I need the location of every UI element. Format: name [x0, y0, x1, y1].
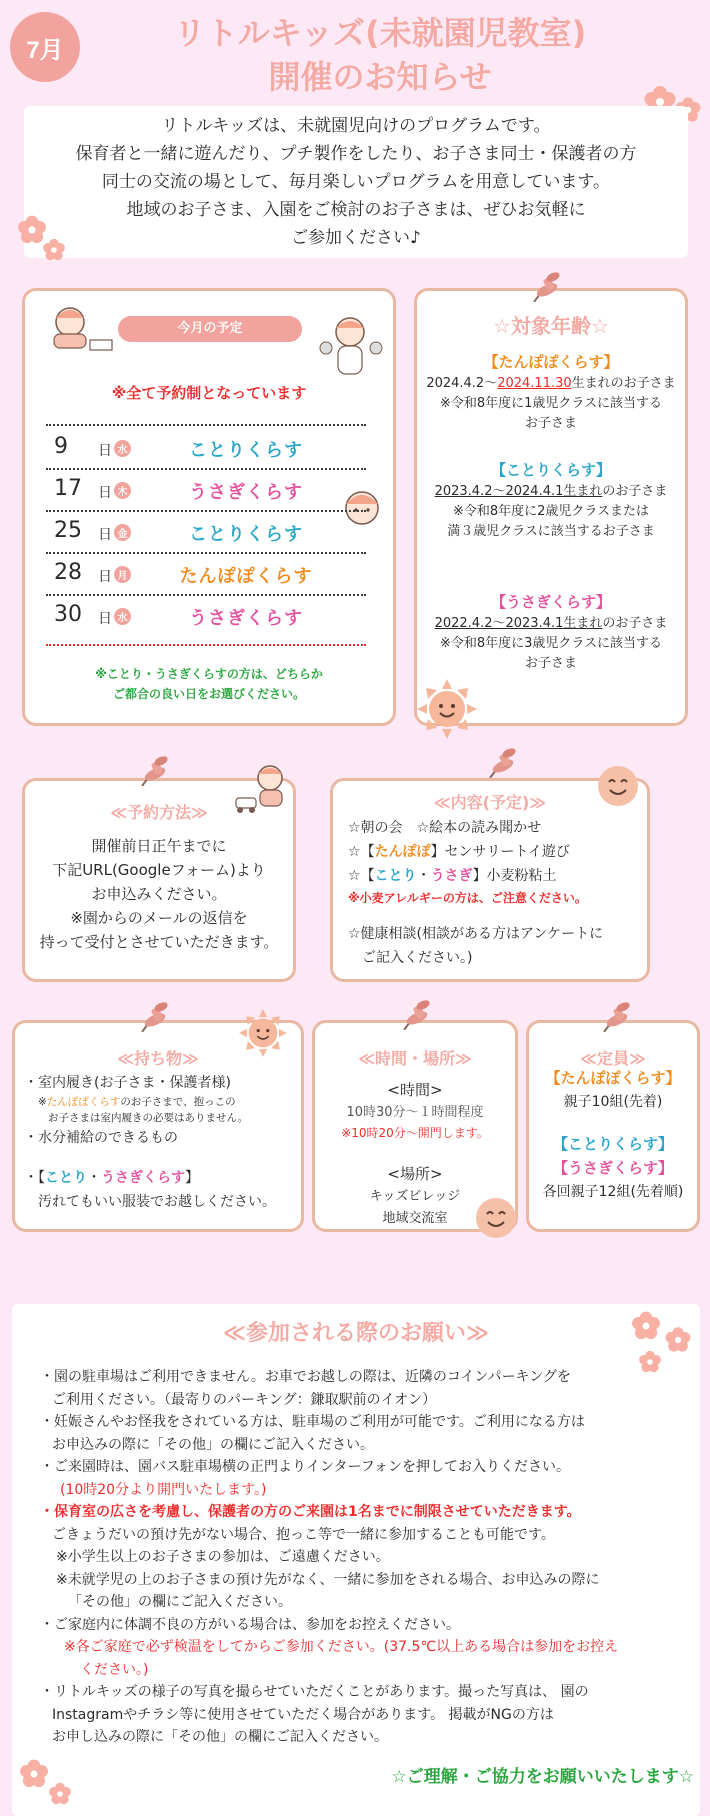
note-line: ・妊娠さんやお怪我をされている方は、駐車場のご利用が可能です。ご利用になる方は [40, 1414, 585, 1430]
note-line: (10時20分より開門いたします。) [60, 1481, 267, 1498]
reserve-line: 持って受付とさせていただきます。 [39, 933, 279, 951]
age-tanpopo-range [414, 374, 688, 394]
day-suffix: 日 [98, 485, 112, 501]
capacity-value: 親子10組(先着) [563, 1094, 663, 1110]
age-kotori-name: 【ことりくらす】 [490, 461, 611, 479]
content-heading: ≪内容(予定)≫ [433, 793, 547, 812]
text: のお子さまで、抱っこの [120, 1096, 236, 1108]
schedule-footer-line: ご都合の良い日をお選びください。 [112, 687, 305, 701]
notes-body [40, 1366, 680, 1749]
notes-heading: ≪参加される際のお願い≫ [222, 1321, 490, 1346]
reserve-line: ※園からのメールの返信を [70, 909, 248, 927]
age-note: 満３歳児クラスに該当するお子さま [447, 524, 655, 539]
pushpin-icon [138, 1002, 172, 1032]
reservation-note: ※全て予約制となっています [111, 384, 307, 402]
time-value: 10時30分〜１時間程度 [346, 1105, 484, 1120]
closing-message: ☆ご理解・ご協力をお願いいたします☆ [391, 1767, 694, 1787]
text: 】 [185, 1170, 199, 1186]
day-number: 17 [54, 476, 82, 501]
range-suffix: のお子さま [602, 616, 668, 631]
divider [46, 644, 366, 646]
intro-line: リトルキッズは、未就園児向けのプログラムです。 [161, 116, 551, 136]
note-line: ※未就学児の上のお子さまの預け先がなく、一緒に参加をされる場合、お申込みの際に [56, 1571, 600, 1588]
text: ・ [416, 868, 431, 884]
pushpin-icon [486, 748, 520, 778]
reserve-line: お申込みください。 [91, 885, 227, 903]
day-number: 25 [54, 518, 82, 543]
day-number: 9 [54, 434, 68, 459]
capacity-body [526, 1066, 700, 1204]
schedule-footer-line: ※ことり・うさぎくらすの方は、どちらか [95, 667, 323, 681]
day-suffix: 日 [98, 569, 112, 585]
day-number: 30 [54, 602, 82, 627]
pushpin-icon [400, 1000, 434, 1030]
items-heading: ≪持ち物≫ [117, 1049, 199, 1068]
page-title-line2: 開催のお知らせ [268, 58, 492, 96]
age-note: ※令和8年度に3歳児クラスに該当する [439, 636, 663, 651]
note-line: ※各ご家庭で必ず検温をしてからご参加ください。(37.5℃以上ある場合は参加をお控え [64, 1639, 619, 1655]
place-label: <場所> [387, 1165, 443, 1183]
flower-icon [12, 1754, 84, 1814]
age-note: お子さま [524, 416, 577, 431]
reserve-line: 下記URL(Googleフォーム)より [52, 861, 266, 879]
text: ※ [38, 1096, 47, 1108]
note-line: ・保育室の広さを考慮し、保護者の方のご来園は1名までに制限させていただきます。 [40, 1504, 581, 1520]
note-line: ご利用ください。（最寄りのパーキング：鎌取駅前のイオン） [52, 1391, 437, 1408]
intro-line: 同士の交流の場として、毎月楽しいプログラムを用意しています。 [101, 172, 611, 192]
child-illustration-icon [44, 300, 118, 356]
age-kotori [414, 458, 688, 542]
text: ☆【 [348, 868, 375, 884]
class-name: うさぎくらす [189, 608, 303, 629]
weekday-badge: 木 [114, 482, 131, 499]
child-illustration-icon [318, 310, 386, 384]
month-label: 7月 [26, 36, 64, 64]
note-line: ※小学生以上のお子さまの参加は、ご遠慮ください。 [56, 1549, 390, 1565]
items-body [24, 1072, 300, 1214]
class-name: たんぽぽくらす [179, 566, 313, 587]
age-usagi [414, 590, 688, 674]
intro-line: 保育者と一緒に遊んだり、プチ製作をしたり、お子さま同士・保護者の方 [75, 144, 637, 164]
content-line: ご記入ください。) [362, 950, 473, 966]
flower-icon [10, 208, 74, 272]
place-line: キッズビレッジ [369, 1189, 461, 1204]
reserve-body [22, 834, 296, 954]
intro-line: 地域のお子さま、入園をご検討のお子さまは、ぜひお気軽に [126, 200, 586, 220]
smiling-sun-icon [414, 676, 480, 742]
content-line [348, 864, 648, 888]
divider [46, 424, 366, 426]
divider [46, 510, 366, 512]
intro-box [24, 106, 688, 258]
note-line: ください。) [80, 1661, 149, 1678]
time-label: <時間> [387, 1081, 443, 1099]
page-title-line1: リトルキッズ(未就園児教室) [173, 14, 587, 52]
age-tanpopo [414, 350, 688, 434]
class-name: ことりくらす [189, 524, 303, 545]
age-kotori-range [414, 482, 688, 502]
intro-line: ご参加ください♪ [291, 228, 421, 248]
note-line: Instagramやチラシ等に使用させていただく場合があります。 掲載がNGの方は [52, 1706, 554, 1723]
range-start: 2024.4.2〜 [426, 376, 498, 391]
day-suffix: 日 [98, 443, 112, 459]
text: ・【 [24, 1170, 45, 1186]
place-line: 地域交流室 [382, 1211, 448, 1226]
text: ☆【 [348, 844, 375, 860]
class-tag: ことり [374, 868, 417, 884]
weekday-badge: 水 [114, 440, 131, 457]
content-body [348, 816, 648, 970]
capacity-kotori: 【ことりくらす】 [552, 1135, 673, 1153]
age-usagi-name: 【うさぎくらす】 [490, 593, 611, 611]
capacity-value: 各回親子12組(先着順) [542, 1184, 684, 1200]
pushpin-icon [600, 1002, 634, 1032]
reserve-heading: ≪予約方法≫ [110, 803, 208, 822]
age-note: ※令和8年度に1歳児クラスに該当する [439, 396, 663, 411]
text: ・ [87, 1170, 101, 1186]
time-place-body [312, 1078, 518, 1230]
schedule-row [46, 430, 366, 466]
weekday-badge: 水 [114, 608, 131, 625]
divider [46, 552, 366, 554]
item-line: 汚れてもいい服装でお越しください。 [38, 1194, 276, 1210]
weekday-badge: 月 [114, 566, 131, 583]
content-line: ☆朝の会 ☆絵本の読み聞かせ [348, 820, 542, 836]
range-suffix: 生まれのお子さま [571, 376, 676, 391]
age-note: お子さま [524, 656, 577, 671]
divider [46, 594, 366, 596]
month-badge [10, 12, 80, 82]
item-line [24, 1166, 300, 1190]
note-line: ・リトルキッズの様子の写真を撮らせていただくことがあります。撮った写真は、 園の [40, 1684, 589, 1700]
age-tanpopo-name: 【たんぽぽくらす】 [483, 353, 619, 371]
age-heading: ☆対象年齢☆ [493, 314, 609, 338]
item-note: お子さまは室内履きの必要はありません。 [48, 1112, 249, 1124]
item-line: ・室内履き(お子さま・保護者様) [24, 1075, 231, 1091]
schedule-row [46, 514, 366, 550]
day-number: 28 [54, 560, 82, 585]
weekday-badge: 金 [114, 524, 131, 541]
day-suffix: 日 [98, 611, 112, 627]
reserve-line: 開催前日正午までに [91, 837, 227, 855]
class-name: うさぎくらす [189, 482, 303, 503]
pushpin-icon [138, 756, 172, 786]
note-line: ・ご来園時は、園バス駐車場横の正門よりインターフォンを押してお入りください。 [40, 1459, 571, 1475]
schedule-row [46, 556, 366, 592]
class-tag: たんぽぽ [374, 844, 431, 860]
note-line: ・園の駐車場はご利用できません。お車でお越しの際は、近隣のコインパーキングを [40, 1369, 572, 1385]
content-line [348, 840, 648, 864]
age-note: ※令和8年度に2歳児クラスまたは [452, 504, 650, 519]
schedule-row [46, 598, 366, 634]
item-note [24, 1094, 300, 1110]
note-line: ・ご家庭内に体調不良の方がいる場合は、参加をお控えください。 [40, 1616, 460, 1633]
capacity-usagi: 【うさぎくらす】 [552, 1159, 673, 1177]
class-name: ことりくらす [189, 440, 303, 461]
text: 】小麦粉粘土 [472, 868, 557, 884]
range: 2022.4.2〜2023.4.1生まれ [434, 616, 603, 631]
range: 2023.4.2〜2024.4.1生まれ [434, 484, 603, 499]
class-tag: うさぎ [430, 868, 473, 884]
note-line: お申込みの際に「その他」の欄にご記入ください。 [52, 1436, 374, 1453]
age-usagi-range [414, 614, 688, 634]
note-line: お申し込みの際に「その他」の欄にご記入ください。 [52, 1729, 388, 1745]
schedule-row [46, 472, 366, 508]
open-note: ※10時20分〜開門します。 [341, 1126, 489, 1140]
range-suffix: のお子さま [602, 484, 668, 499]
allergy-note: ※小麦アレルギーの方は、ご注意ください。 [348, 891, 587, 905]
class-tag: ことり [45, 1170, 87, 1186]
note-line: 「その他」の欄にご記入ください。 [68, 1594, 292, 1610]
text: 】センサリートイ遊び [430, 844, 570, 860]
class-tag: たんぽぽくらす [46, 1096, 121, 1108]
day-suffix: 日 [98, 527, 112, 543]
schedule-badge: 今月の予定 [118, 316, 302, 342]
capacity-heading: ≪定員≫ [580, 1049, 646, 1068]
range-end: 2024.11.30 [497, 376, 572, 391]
class-tag: うさぎくらす [101, 1170, 185, 1186]
content-line: ☆健康相談(相談がある方はアンケートに [348, 926, 604, 942]
capacity-tanpopo: 【たんぽぽくらす】 [545, 1069, 681, 1087]
time-place-heading: ≪時間・場所≫ [358, 1049, 472, 1068]
divider [46, 468, 366, 470]
pushpin-icon [530, 272, 564, 302]
schedule-footer [22, 664, 396, 704]
note-line: ごきょうだいの預け先がない場合、抱っこ等で一緒に参加することも可能です。 [52, 1526, 555, 1543]
item-line: ・水分補給のできるもの [24, 1130, 178, 1146]
